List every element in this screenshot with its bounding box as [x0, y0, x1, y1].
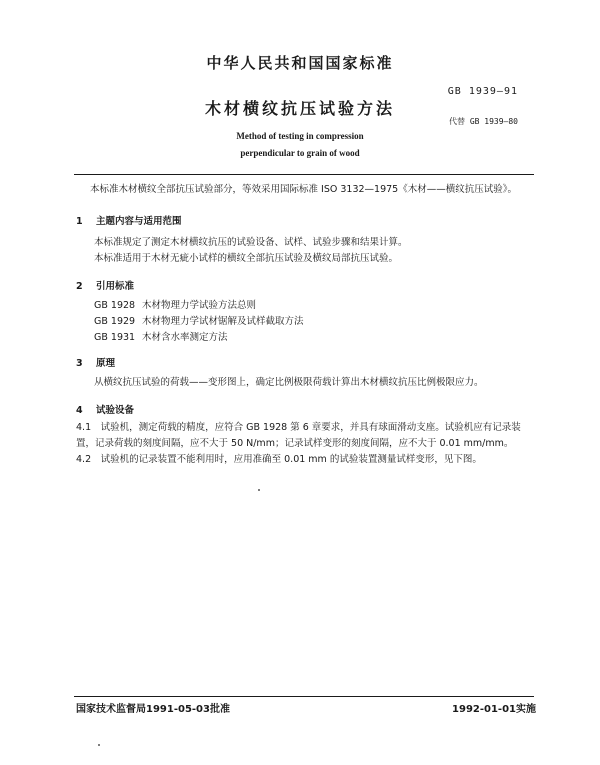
section-3-paragraph: 从横纹抗压试验的荷载——变形图上，确定比例极限荷载计算出木材横纹抗压比例极限应力。: [94, 377, 484, 388]
reference-title: 木材物理力学试验方法总则: [142, 300, 257, 311]
english-title-line-2: perpendicular to grain of wood: [240, 148, 360, 158]
english-title-line-1: Method of testing in compression: [236, 131, 364, 141]
reference-item: [94, 299, 256, 313]
reference-title: 木材物理力学试材锯解及试样截取方法: [142, 316, 304, 327]
section-title: 试验设备: [96, 405, 135, 416]
section-4-heading: [76, 402, 134, 416]
header-divider: [74, 174, 534, 175]
reference-item: [94, 315, 304, 329]
section-1-heading: [76, 213, 182, 227]
section-3-heading: [76, 355, 115, 369]
scan-speck: [258, 489, 260, 491]
section-number: 1: [76, 216, 83, 227]
effective-date: 1992-01-01实施: [452, 704, 536, 715]
section-title: 引用标准: [96, 281, 135, 292]
section-1-paragraph-1: 本标准规定了测定木材横纹抗压的试验设备、试样、试验步骤和结果计算。: [94, 237, 408, 248]
reference-code: GB 1929: [94, 316, 136, 327]
section-title: 原理: [96, 358, 116, 369]
standard-code: GB 1939—91: [447, 86, 518, 97]
section-2-heading: [76, 278, 134, 292]
national-standard-heading: 中华人民共和国国家标准: [206, 54, 394, 72]
replaces-standard: 代替 GB 1939—80: [449, 117, 518, 126]
reference-code: GB 1928: [94, 300, 136, 311]
scan-speck: [98, 744, 100, 746]
section-title: 主题内容与适用范围: [96, 216, 182, 227]
footer-divider: [74, 696, 534, 697]
reference-title: 木材含水率测定方法: [142, 332, 228, 343]
reference-item: [94, 331, 228, 345]
section-number: 3: [76, 358, 83, 369]
intro-paragraph: 本标准木材横纹全部抗压试验部分，等效采用国际标准 ISO 3132—1975《木材——横纹抗压试验》。: [90, 184, 517, 195]
document-title: 木材横纹抗压试验方法: [204, 99, 395, 118]
section-1-paragraph-2: 本标准适用于木材无疵小试样的横纹全部抗压试验及横纹局部抗压试验。: [94, 253, 399, 264]
approval-date: 国家技术监督局1991-05-03批准: [76, 704, 230, 715]
clause-4-1: 4.1 试验机，测定荷载的精度，应符合 GB 1928 第 6 章要求，并具有球面滑动支座。试验机应有记录装置，记录荷载的刻度间隔，应不大于 50 N/mm；记录试样变形的刻度间隔，应不大于 0.01 mm/mm。: [76, 422, 521, 449]
section-number: 4: [76, 405, 83, 416]
section-number: 2: [76, 281, 83, 292]
reference-code: GB 1931: [94, 332, 136, 343]
clause-4-2: 4.2 试验机的记录装置不能利用时，应用准确至 0.01 mm 的试验装置测量试样变形，见下图。: [76, 454, 482, 465]
